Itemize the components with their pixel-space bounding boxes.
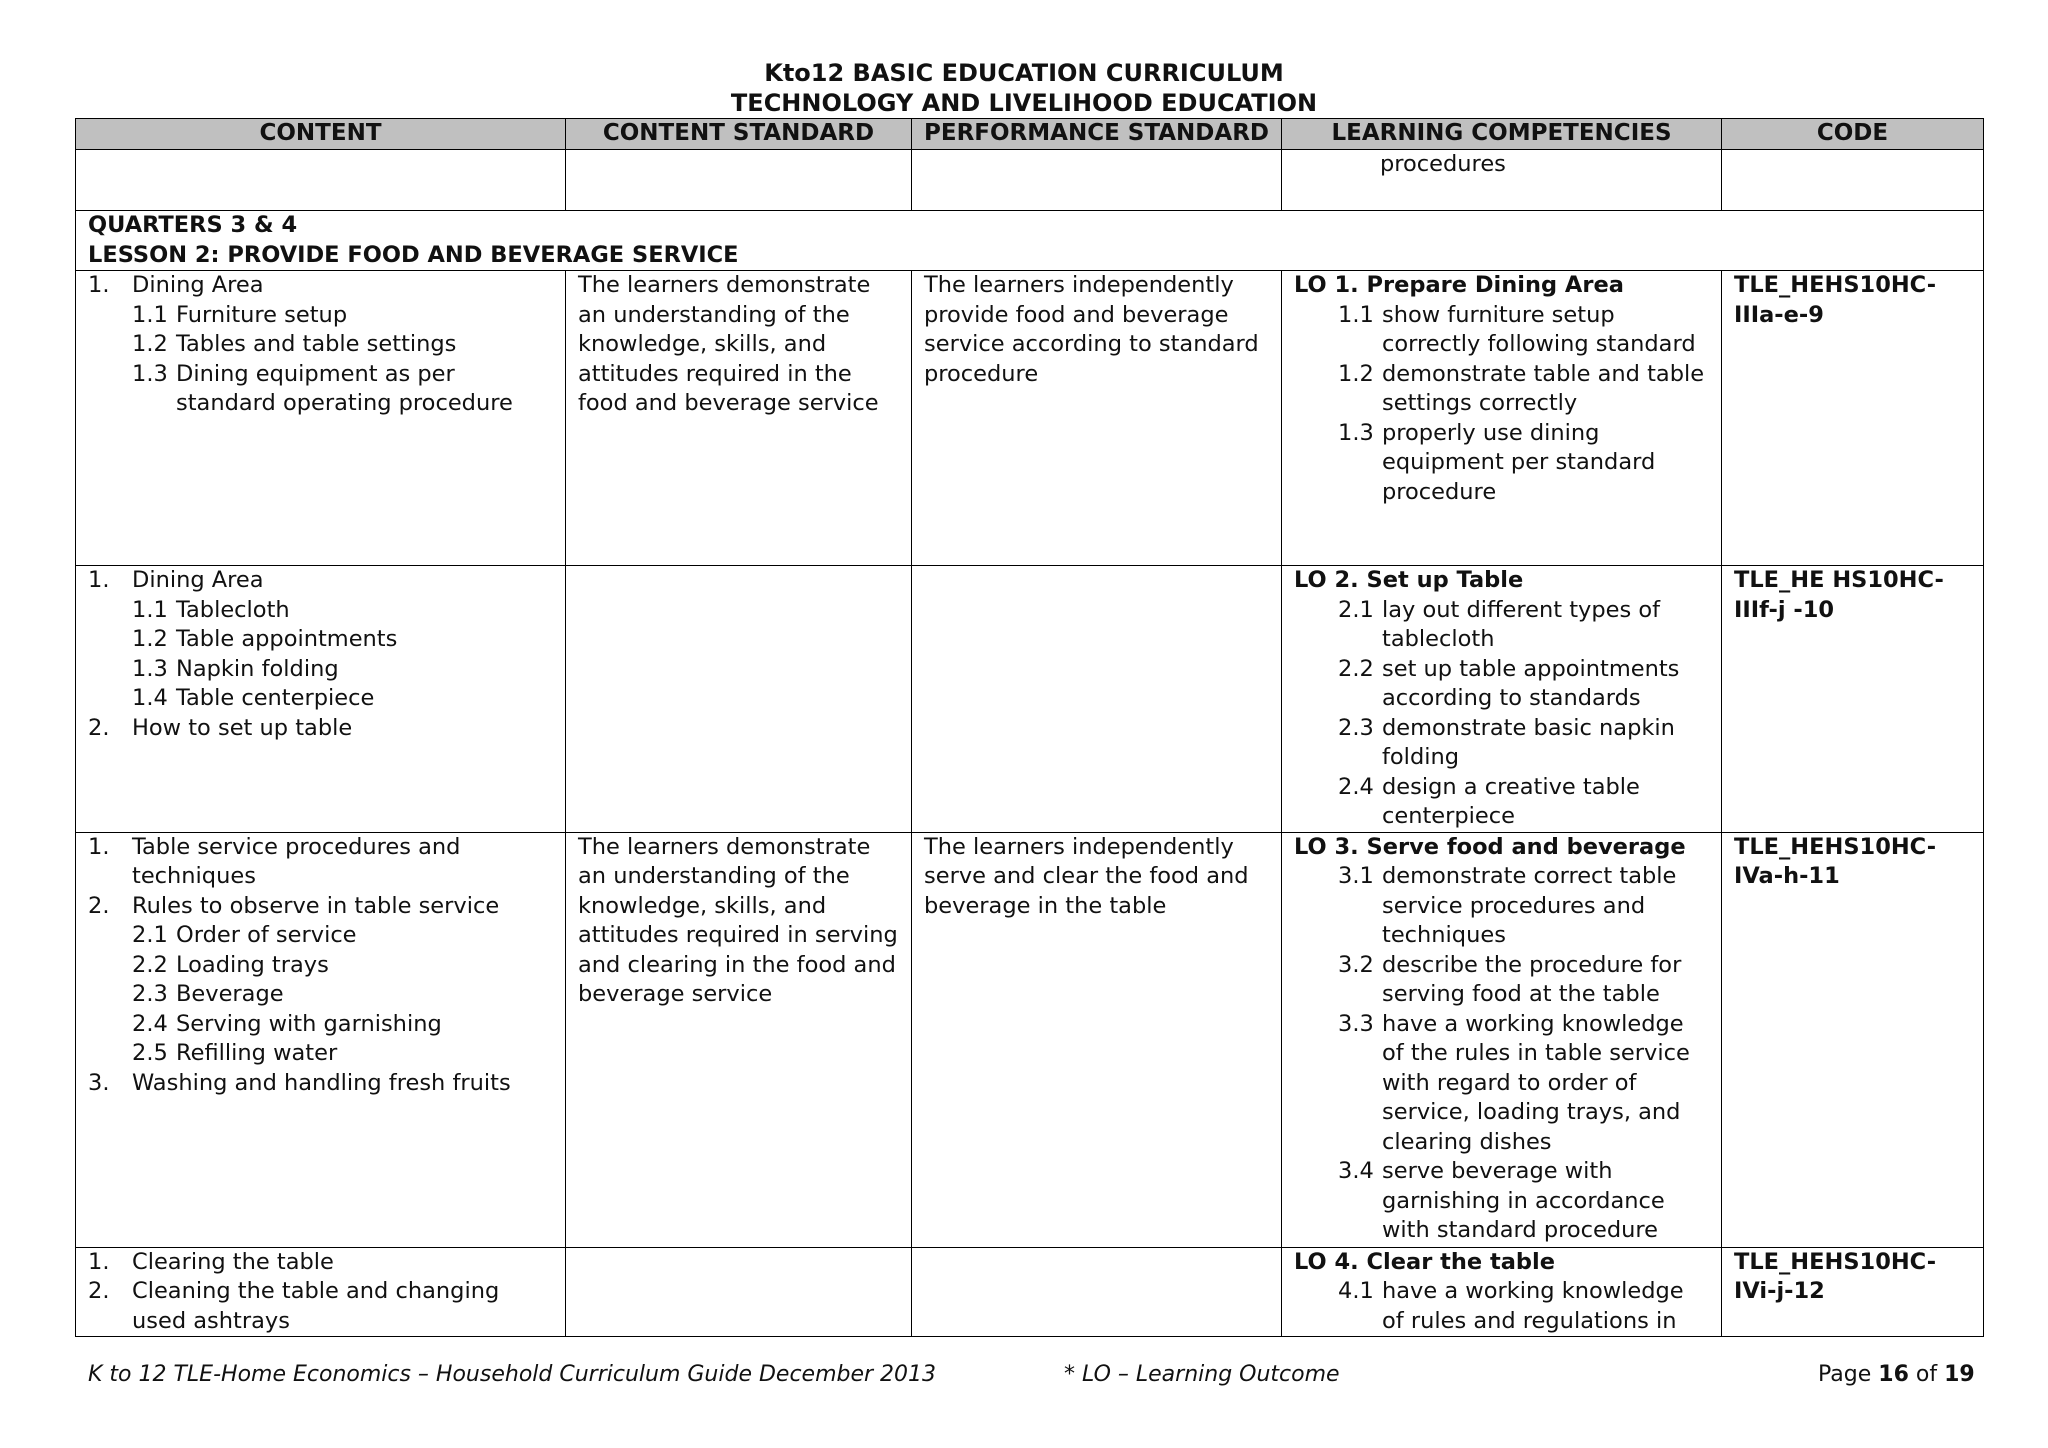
content-item-number: 2.2 <box>132 951 168 978</box>
content-item-text: Table centerpiece <box>176 685 375 711</box>
content-item-text: Napkin folding <box>176 655 339 682</box>
content-item-number: 2. <box>88 714 110 741</box>
content-item-number: 1.3 <box>132 360 168 387</box>
column-header-learning-competencies: LEARNING COMPETENCIES <box>1282 119 1722 150</box>
content-list-item <box>88 684 553 714</box>
content-item-number: 1.1 <box>132 301 168 328</box>
competency-number: 2.3 <box>1338 714 1374 741</box>
footer-page-number <box>1818 1362 1975 1387</box>
content-item-text: Dining equipment as per standard operating procedure <box>176 360 513 416</box>
competency-text: demonstrate table and table settings correctly <box>1382 360 1705 416</box>
competency-text: show furniture setup correctly following standard <box>1382 301 1696 357</box>
page-label: Page <box>1818 1362 1872 1387</box>
column-header-content: CONTENT <box>76 119 566 150</box>
competency-number: 3.1 <box>1338 863 1374 889</box>
competency-item <box>1294 862 1709 951</box>
page-of: of <box>1915 1362 1938 1387</box>
page-total: 19 <box>1944 1362 1975 1387</box>
content-item-text: Loading trays <box>176 951 329 978</box>
content-item-text: Tablecloth <box>176 596 290 623</box>
content-standard-cell: The learners demonstrate an understanding of the knowledge, skills, and attitudes required in the food and beverage service <box>566 271 912 566</box>
content-cell <box>76 566 566 833</box>
footer-guide-title: K to 12 TLE-Home Economics – Household Curriculum Guide December 2013 <box>88 1362 937 1387</box>
content-item-number: 1. <box>88 272 110 298</box>
competency-number: 3.3 <box>1338 1010 1374 1037</box>
content-list-item <box>88 1010 553 1040</box>
content-item-text: Serving with garnishing <box>176 1010 442 1037</box>
code-cell: TLE_HEHS10HC-IVi-j-12 <box>1722 1247 1984 1337</box>
section-quarters: QUARTERS 3 & 4 <box>88 212 298 238</box>
competency-text: properly use dining equipment per standard procedure <box>1382 419 1656 505</box>
content-item-text: Refilling water <box>176 1040 338 1066</box>
content-list-item <box>88 655 553 685</box>
section-lesson: LESSON 2: PROVIDE FOOD AND BEVERAGE SERVICE <box>88 241 739 268</box>
competency-item <box>1294 419 1709 508</box>
content-item-text: Beverage <box>176 981 284 1007</box>
content-cell <box>76 832 566 1247</box>
continuation-text: procedures <box>1380 151 1506 177</box>
competency-number: 2.4 <box>1338 773 1374 800</box>
content-list-item <box>88 566 553 596</box>
content-item-number: 1. <box>88 1248 110 1275</box>
competency-text: set up table appointments according to standards <box>1382 655 1680 711</box>
competency-item <box>1294 951 1709 1010</box>
content-item-number: 1.2 <box>132 331 168 357</box>
content-list-item <box>88 1069 553 1099</box>
content-item-text: Order of service <box>176 922 357 948</box>
performance-standard-cell: The learners independently serve and clear the food and beverage in the table <box>912 832 1282 1247</box>
content-item-text: Clearing the table <box>132 1248 334 1275</box>
competency-item <box>1294 714 1709 773</box>
competency-number: 1.3 <box>1338 419 1374 446</box>
column-header-code: CODE <box>1722 119 1984 150</box>
content-standard-cell <box>566 1247 912 1337</box>
competency-item <box>1294 596 1709 655</box>
content-list-item <box>88 596 553 626</box>
competency-text: demonstrate basic napkin folding <box>1382 714 1675 770</box>
content-list-item <box>88 980 553 1010</box>
learning-competencies-cell <box>1282 566 1722 833</box>
curriculum-table <box>75 118 1984 1337</box>
column-header-performance-standard: PERFORMANCE STANDARD <box>912 119 1282 150</box>
section-row <box>76 211 1984 271</box>
content-list-item <box>88 360 553 419</box>
content-item-text: How to set up table <box>132 714 353 741</box>
competency-text: demonstrate correct table service procedures and techniques <box>1382 863 1677 948</box>
competency-text: serve beverage with garnishing in accordance with standard procedure <box>1382 1158 1665 1243</box>
continuation-row <box>76 150 1984 211</box>
content-item-text: Tables and table settings <box>176 331 457 357</box>
competency-item <box>1294 301 1709 360</box>
content-list-item <box>88 714 553 744</box>
content-list-item <box>88 1277 553 1336</box>
competency-text: lay out different types of tablecloth <box>1382 596 1661 652</box>
competency-text: have a working knowledge of rules and regulations in <box>1382 1278 1684 1334</box>
content-item-text: Washing and handling fresh fruits <box>132 1069 511 1096</box>
content-list-item <box>88 301 553 331</box>
competency-item <box>1294 773 1709 832</box>
competency-item <box>1294 1157 1709 1246</box>
content-item-text: Table appointments <box>176 626 398 652</box>
content-item-number: 2.4 <box>132 1010 168 1037</box>
code-cell: TLE_HEHS10HC-IVa-h-11 <box>1722 832 1984 1247</box>
content-list-item <box>88 330 553 360</box>
content-list-item <box>88 921 553 951</box>
content-item-number: 1.1 <box>132 596 168 623</box>
content-item-text: Dining Area <box>132 272 264 298</box>
competency-item <box>1294 1277 1709 1336</box>
content-cell <box>76 1247 566 1337</box>
competency-item <box>1294 1010 1709 1158</box>
competency-number: 1.2 <box>1338 360 1374 387</box>
performance-standard-cell <box>912 1247 1282 1337</box>
content-list-item <box>88 892 553 922</box>
competency-item <box>1294 360 1709 419</box>
content-list-item <box>88 1039 553 1069</box>
content-list-item <box>88 951 553 981</box>
competency-text: have a working knowledge of the rules in table service with regard to order of service, loading trays, and clearing dishes <box>1382 1010 1690 1155</box>
content-list-item <box>88 625 553 655</box>
competency-number: 4.1 <box>1338 1278 1374 1304</box>
content-list-item <box>88 271 553 301</box>
competency-number: 2.1 <box>1338 596 1374 623</box>
column-header-content-standard: CONTENT STANDARD <box>566 119 912 150</box>
content-item-number: 2.3 <box>132 981 168 1007</box>
content-item-text: Dining Area <box>132 567 264 593</box>
competency-text: describe the procedure for serving food at the table <box>1382 951 1682 1007</box>
content-item-number: 1. <box>88 833 110 860</box>
content-item-text: Cleaning the table and changing used ashtrays <box>132 1278 500 1334</box>
content-item-text: Furniture setup <box>176 301 348 328</box>
learning-outcome-title: LO 1. Prepare Dining Area <box>1294 272 1624 298</box>
content-standard-cell <box>566 566 912 833</box>
learning-competencies-cell <box>1282 1247 1722 1337</box>
learning-outcome-title: LO 3. Serve food and beverage <box>1294 833 1686 860</box>
content-item-number: 2. <box>88 892 110 919</box>
content-item-text: Table service procedures and techniques <box>132 833 461 889</box>
content-standard-cell: The learners demonstrate an understanding of the knowledge, skills, and attitudes required in serving and clearing in the food and beverage service <box>566 832 912 1247</box>
table-row <box>76 271 1984 566</box>
content-item-number: 1.4 <box>132 685 168 711</box>
code-cell: TLE_HE HS10HC-IIIf-j -10 <box>1722 566 1984 833</box>
table-header-row <box>76 119 1984 150</box>
performance-standard-cell <box>912 566 1282 833</box>
content-item-number: 2. <box>88 1278 110 1304</box>
competency-number: 3.2 <box>1338 951 1374 978</box>
content-item-number: 2.1 <box>132 922 168 948</box>
content-item-number: 3. <box>88 1069 110 1096</box>
competency-text: design a creative table centerpiece <box>1382 773 1640 829</box>
content-item-number: 1.3 <box>132 655 168 682</box>
content-list-item <box>88 833 553 892</box>
learning-competencies-cell <box>1282 832 1722 1247</box>
content-item-number: 1. <box>88 567 110 593</box>
performance-standard-cell: The learners independently provide food and beverage service according to standard procedure <box>912 271 1282 566</box>
learning-competencies-cell <box>1282 271 1722 566</box>
table-row <box>76 566 1984 833</box>
content-item-number: 1.2 <box>132 626 168 652</box>
content-item-number: 2.5 <box>132 1040 168 1066</box>
content-cell <box>76 271 566 566</box>
header-title: Kto12 BASIC EDUCATION CURRICULUM <box>764 59 1284 87</box>
table-row <box>76 832 1984 1247</box>
competency-number: 1.1 <box>1338 301 1374 328</box>
competency-number: 2.2 <box>1338 655 1374 682</box>
learning-outcome-title: LO 2. Set up Table <box>1294 567 1524 593</box>
page-current: 16 <box>1878 1362 1909 1387</box>
competency-item <box>1294 655 1709 714</box>
content-list-item <box>88 1248 553 1278</box>
competency-number: 3.4 <box>1338 1158 1374 1184</box>
header-subtitle: TECHNOLOGY AND LIVELIHOOD EDUCATION <box>730 89 1318 117</box>
footer-legend: * LO – Learning Outcome <box>1064 1362 1340 1387</box>
code-cell: TLE_HEHS10HC-IIIa-e-9 <box>1722 271 1984 566</box>
learning-outcome-title: LO 4. Clear the table <box>1294 1248 1556 1275</box>
table-row <box>76 1247 1984 1337</box>
content-item-text: Rules to observe in table service <box>132 892 500 919</box>
